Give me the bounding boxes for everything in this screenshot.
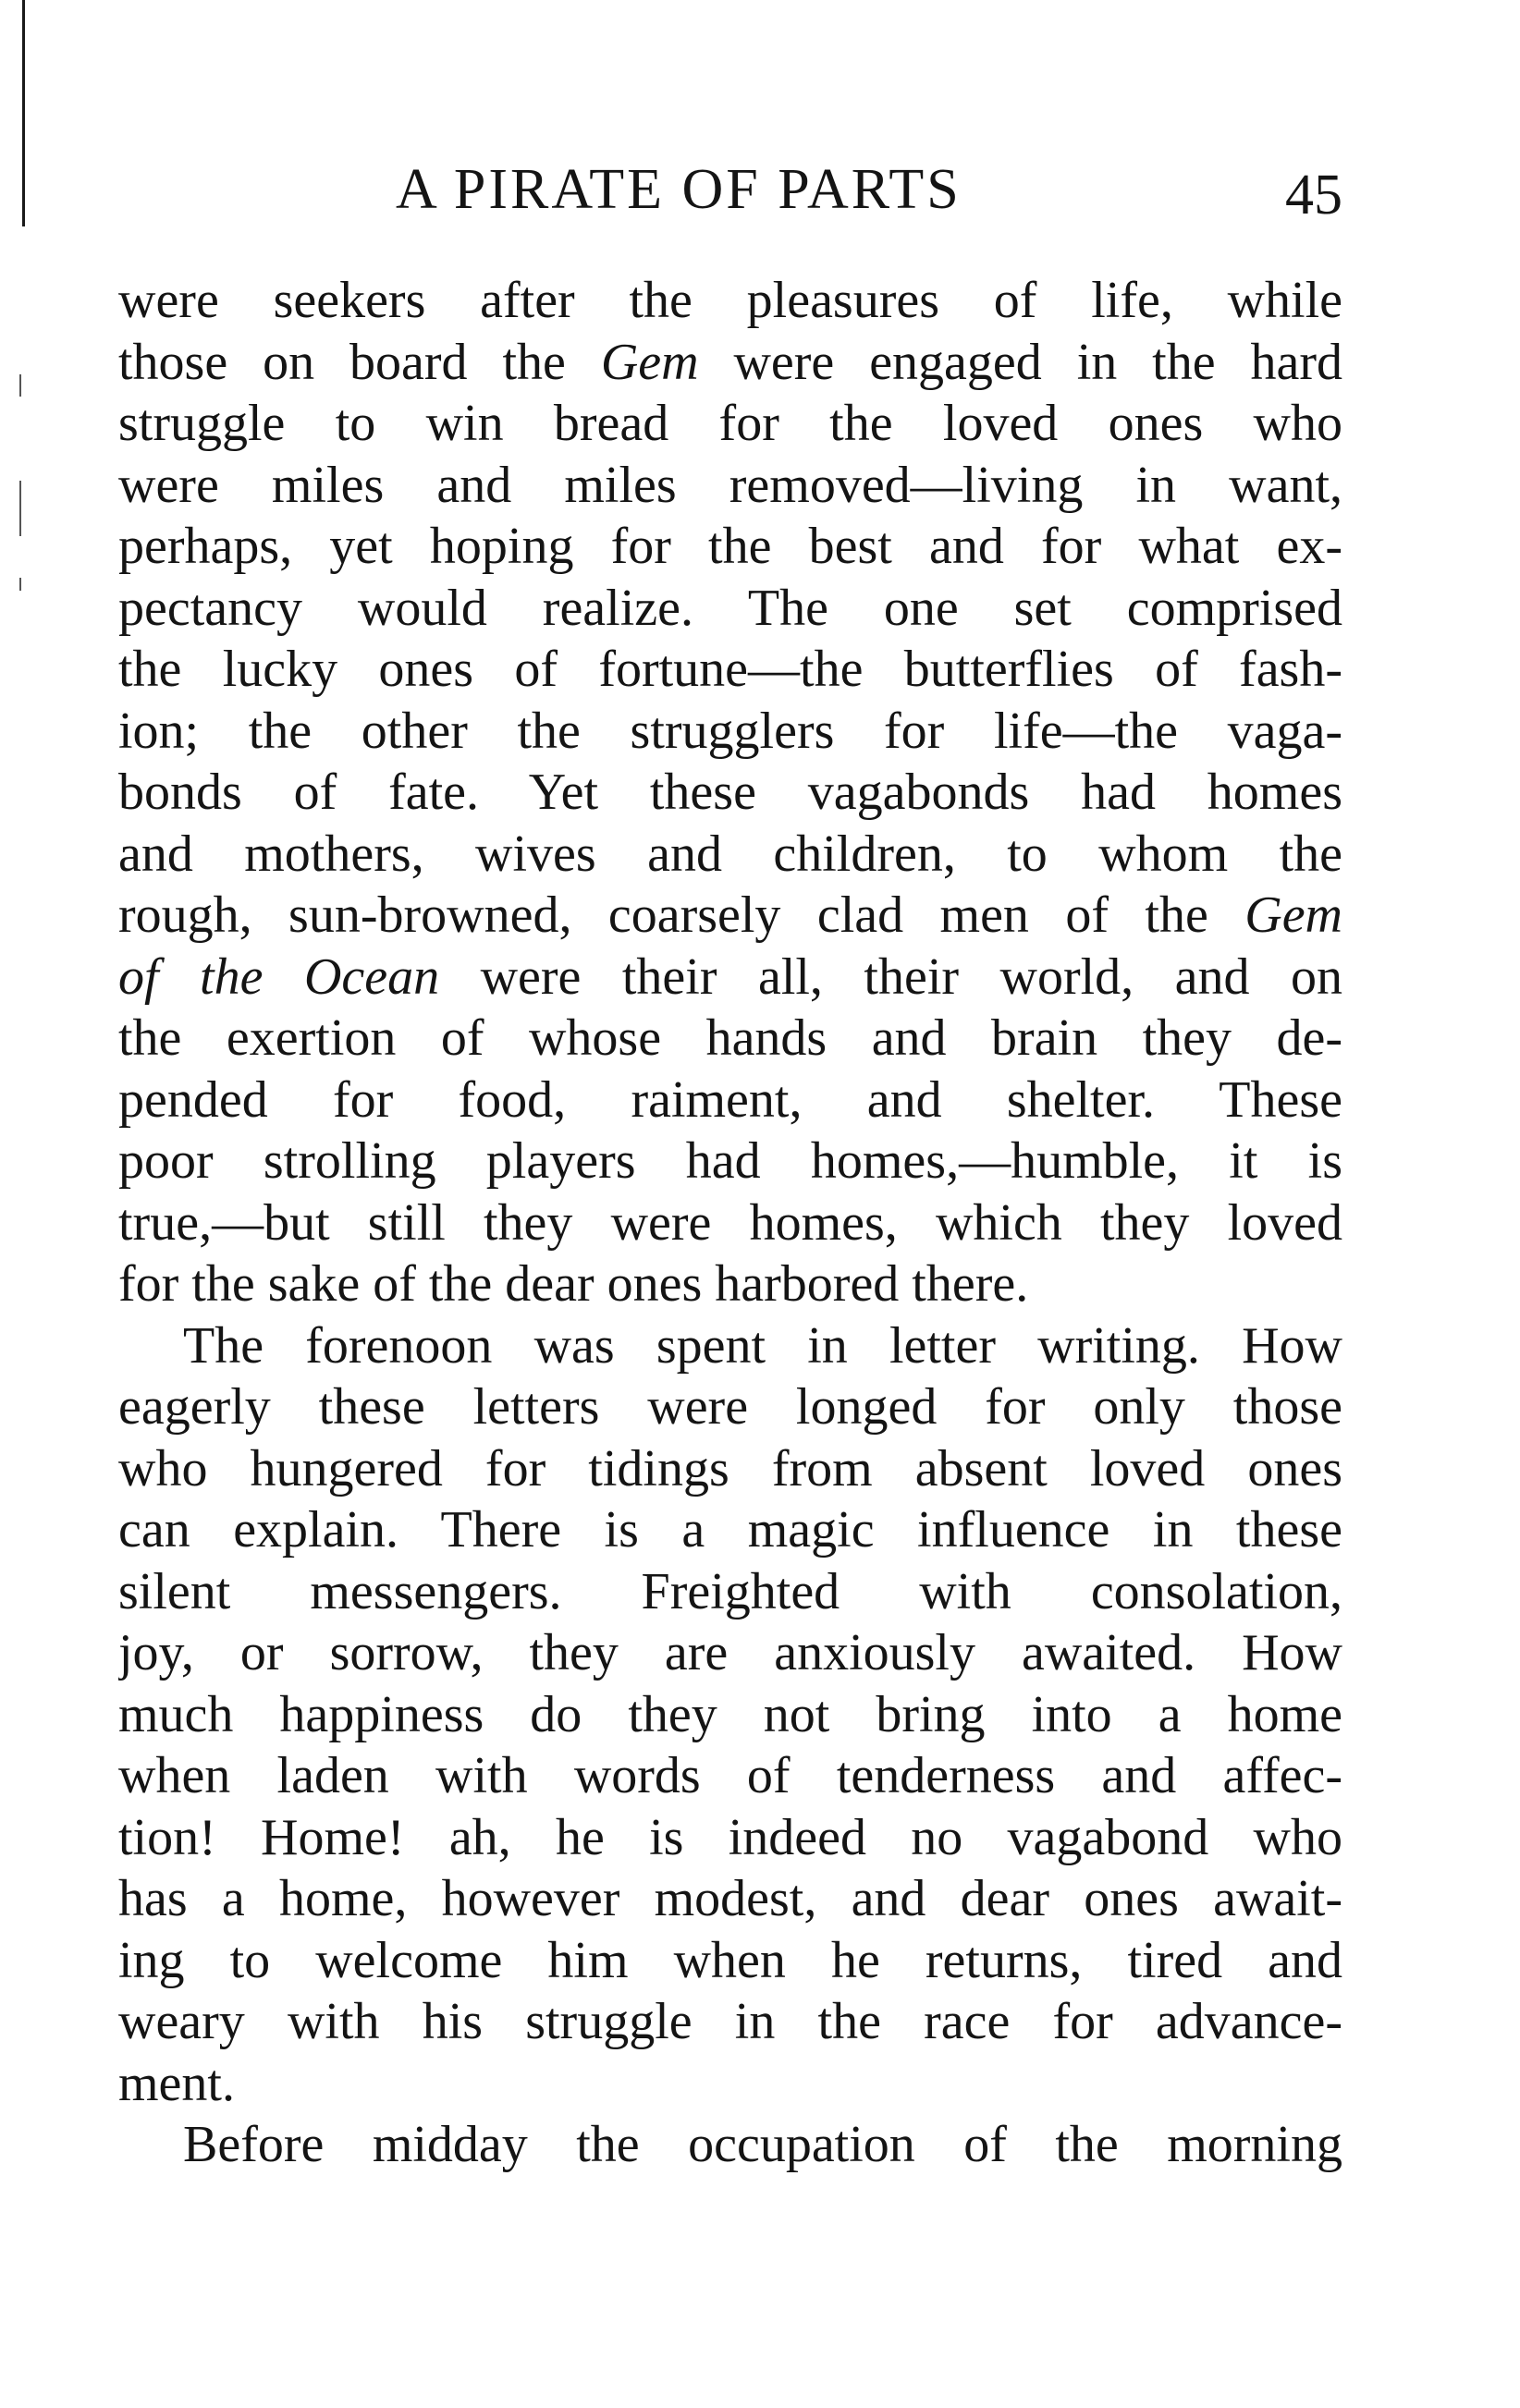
page-edge-mark <box>19 374 21 397</box>
text-line: the exertion of whose hands and brain they de- <box>118 1009 1342 1067</box>
text-line: pended for food, raiment, and shelter. These <box>118 1070 1342 1129</box>
text-line: ment. <box>118 2054 235 2112</box>
text-line: perhaps, yet hoping for the best and for what ex- <box>118 518 1342 575</box>
text-line: were seekers after the pleasures of life, while <box>118 272 1342 329</box>
text-line: those on board the Gem were engaged in the hard <box>118 333 1342 391</box>
text-line: pectancy would realize. The one set comprised <box>118 579 1342 637</box>
text-line: true,—but still they were homes, which they loved <box>118 1193 1342 1252</box>
text-line: silent messengers. Freighted with consolation, <box>118 1562 1342 1620</box>
text-line: bonds of fate. Yet these vagabonds had homes <box>118 764 1342 821</box>
italic-ship-name: Gem <box>1244 886 1342 944</box>
text-line: eagerly these letters were longed for only those <box>118 1378 1342 1436</box>
text-line: were miles and miles removed—living in want, <box>118 456 1342 514</box>
text-line: rough, sun-browned, coarsely clad men of the Gem <box>118 886 1342 944</box>
text-line: of the Ocean were their all, their world, and on <box>118 947 1342 1006</box>
page-edge-mark <box>19 578 21 591</box>
page-edge-rule <box>22 0 25 226</box>
page-header <box>118 153 1342 226</box>
text-line: and mothers, wives and children, to whom the <box>118 825 1342 883</box>
text-line: poor strolling players had homes,—humble, it is <box>118 1132 1342 1190</box>
page-number: 45 <box>1285 164 1342 226</box>
text-line: has a home, however modest, and dear ones await- <box>118 1870 1342 1927</box>
text-line: who hungered for tidings from absent loved ones <box>118 1439 1342 1497</box>
text-line: the lucky ones of fortune—the butterflies of fash- <box>118 641 1342 698</box>
text-line: ion; the other the strugglers for life—the vaga- <box>118 702 1342 760</box>
text-line: weary with his struggle in the race for advance- <box>118 1993 1342 2050</box>
running-title: A PIRATE OF PARTS <box>396 158 962 221</box>
italic-ship-name: Gem <box>600 333 699 391</box>
text-line: joy, or sorrow, they are anxiously awaited. How <box>118 1624 1342 1681</box>
paragraph-start-line: The forenoon was spent in letter writing. How <box>183 1316 1342 1375</box>
paragraph-start-line: Before midday the occupation of the morning <box>183 2116 1342 2173</box>
text-line: for the sake of the dear ones harbored there. <box>118 1255 1029 1313</box>
text-line: tion! Home! ah, he is indeed no vagabond who <box>118 1808 1342 1866</box>
italic-ship-name: of the Ocean <box>118 947 440 1006</box>
text-line: can explain. There is a magic influence in these <box>118 1501 1342 1558</box>
text-line: ing to welcome him when he returns, tired and <box>118 1931 1342 1989</box>
text-line: when laden with words of tenderness and affec- <box>118 1747 1342 1804</box>
body-text <box>118 270 1342 2176</box>
page-edge-mark <box>19 481 21 536</box>
text-line: struggle to win bread for the loved ones who <box>118 395 1342 452</box>
text-line: much happiness do they not bring into a home <box>118 1685 1342 1743</box>
